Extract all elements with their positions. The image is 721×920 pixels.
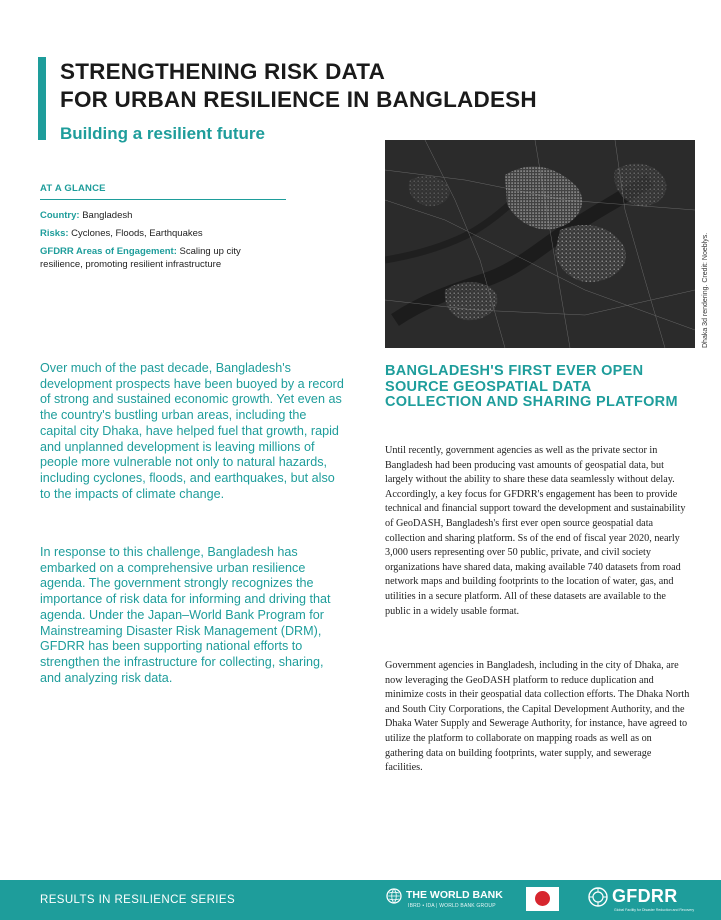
risks-value: Cyclones, Floods, Earthquakes: [71, 228, 203, 239]
page-title: [60, 58, 537, 114]
areas-label: GFDRR Areas of Engagement:: [40, 246, 177, 257]
dhaka-3d-map-image: [385, 140, 695, 348]
japan-flag-sun: [535, 891, 550, 906]
intro-paragraph-1: Over much of the past decade, Bangladesh's development prospects have been buoyed by a record of strong and sustained economic growth. Yet even as the country's bustling urban areas, including the capital city Dhaka, have helped fuel that growth, rapid and unplanned development is leaving millions of people more vulnerable not only to natural hazards, including cyclones, floods, and earthquakes, but also to the impacts of climate change.: [40, 361, 344, 501]
title-accent-bar: [38, 57, 46, 140]
intro-paragraph-2: In response to this challenge, Bangladesh has embarked on a comprehensive urban resilience agenda. The government strongly recognizes the importance of risk data for informing and driving that agenda. Under the Japan–World Bank Program for Mainstreaming Disaster Risk Management (DRM), GFDRR has been supporting national efforts to strengthen the infrastructure for collecting, sharing, and analyzing risk data.: [40, 545, 331, 685]
world-bank-globe-icon: [386, 888, 402, 904]
gfdrr-name: GFDRR: [612, 886, 678, 906]
page-subtitle: Building a resilient future: [60, 124, 265, 143]
areas-value: Scaling up city resilience, promoting resilient infrastructure: [40, 246, 241, 270]
at-a-glance-heading: AT A GLANCE: [40, 183, 106, 194]
geodash-paragraph-1: Until recently, government agencies as well as the private sector in Bangladesh had been producing vast amounts of geospatial data, but largely without the ability to share these data seamlessly without delay. Accordingly, a key focus for GFDRR's engagement has been to provide technical and financial support toward the development and sustainability of GeoDASH, Bangladesh's first ever open source geospatial data collection and sharing platform. Ss of the end of fiscal year 2020, nearly 3,000 users representing over 50 public, private, and civil society organizations have shared data, making available 740 datasets from road network maps and building footprints to the location of water, gas, and utilities in a secure platform. All of these datasets are available to the public in a widely usable format.: [385, 445, 686, 617]
world-bank-tagline: IBRD • IDA | WORLD BANK GROUP: [408, 903, 496, 909]
country-label: Country:: [40, 210, 80, 221]
map-image-credit: Dhaka 3d rendering. Credit: Noeblys.: [702, 232, 709, 348]
world-bank-name: THE WORLD BANK: [406, 889, 503, 901]
series-label: RESULTS IN RESILIENCE SERIES: [40, 894, 236, 906]
at-a-glance-divider: [40, 199, 286, 200]
risks-row: [40, 227, 286, 240]
title-line-1: STRENGTHENING RISK DATA: [60, 59, 386, 84]
footer-bar: [0, 880, 721, 920]
risks-label: Risks:: [40, 228, 69, 239]
gfdrr-emblem-icon: [588, 887, 608, 907]
country-row: [40, 209, 286, 222]
gfdrr-tagline: Global Facility for Disaster Reduction and Recovery: [614, 908, 695, 912]
japan-flag-icon: [526, 887, 559, 911]
at-a-glance-box: [40, 183, 286, 276]
geodash-paragraph-2: Government agencies in Bangladesh, including in the city of Dhaka, are now leveraging the GeoDASH platform to reduce duplication and minimize costs in their geospatial data collection efforts. The Dhaka North and South City Corporations, the Capital Development Authority, and the Dhaka Water Supply and Sewerage Authority, for instance, have agreed to utilize the platform to collaborate on mapping roads as well as on gathering data on building footprints, water supply, and sewerage facilities.: [385, 660, 690, 774]
title-line-2: FOR URBAN RESILIENCE IN BANGLADESH: [60, 87, 537, 112]
geodash-section-heading: BANGLADESH'S FIRST EVER OPEN SOURCE GEOSPATIAL DATA COLLECTION AND SHARING PLATFORM: [385, 363, 678, 410]
areas-row: [40, 245, 286, 271]
country-value: Bangladesh: [82, 210, 133, 221]
